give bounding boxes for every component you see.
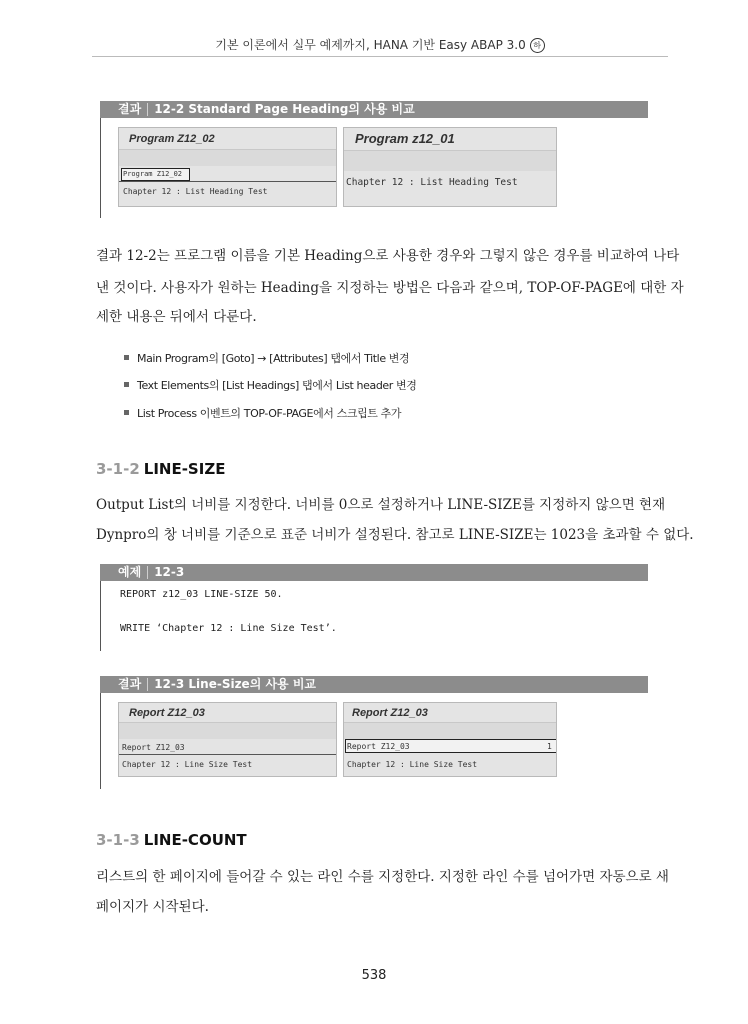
list-heading-text: Report Z12_03	[122, 743, 185, 752]
section-title: LINE-SIZE	[143, 460, 226, 478]
report-z12-03-window-line-size	[343, 702, 557, 777]
paragraph-line: Output List의 너비를 지정한다. 너비를 0으로 설정하거나 LINE-SIZE를 지정하지 않으면 현재	[96, 497, 666, 513]
toolbar-band	[119, 149, 336, 166]
paragraph-line: 낸 것이다. 사용자가 원하는 Heading을 지정하는 방법은 다음과 같으며, TOP-OF-PAGE에 대한 자	[96, 280, 684, 296]
result-12-2-title-bar	[100, 101, 648, 118]
code-line: WRITE ‘Chapter 12 : Line Size Test’.	[120, 623, 337, 634]
list-heading-text: Program Z12_02	[123, 170, 183, 178]
report-z12-03-window-default	[118, 702, 337, 777]
bullet-item	[124, 350, 409, 366]
bullet-text: List Process 이벤트의 TOP-OF-PAGE에서 스크립트 추가	[137, 407, 402, 420]
toolbar-band	[119, 722, 336, 739]
list-line-text: Chapter 12 : List Heading Test	[346, 177, 518, 188]
list-line-text: Chapter 12 : Line Size Test	[122, 760, 253, 769]
example-12-3-title-bar	[100, 564, 648, 581]
running-title: 기본 이론에서 실무 예제까지, HANA 기반 Easy ABAP 3.0	[215, 38, 526, 52]
window-title: Report Z12_03	[352, 707, 428, 719]
example-tag: 예제	[100, 566, 148, 579]
heading-underline	[119, 181, 336, 182]
code-line: REPORT z12_03 LINE-SIZE 50.	[120, 589, 283, 600]
bullet-text: Main Program의 [Goto] → [Attributes] 탭에서 Title 변경	[137, 352, 410, 365]
result-tag: 결과	[100, 678, 148, 691]
page-number: 538	[361, 968, 387, 983]
paragraph-line: Dynpro의 창 너비를 기준으로 표준 너비가 설정된다. 참고로 LINE-SIZE는 1023을 초과할 수 없다.	[96, 527, 694, 543]
list-line-text: Chapter 12 : List Heading Test	[123, 187, 268, 196]
heading-underline	[119, 754, 336, 755]
bullet-icon	[124, 382, 129, 387]
header-rule	[92, 56, 668, 57]
result-12-3-title-bar	[100, 676, 648, 693]
paragraph-line: 페이지가 시작된다.	[96, 899, 209, 915]
bullet-item	[124, 377, 416, 393]
section-title: LINE-COUNT	[143, 831, 247, 849]
window-title: Program Z12_02	[129, 133, 215, 145]
toolbar-band	[344, 722, 556, 739]
example-side-rule	[100, 581, 101, 651]
result-tag: 결과	[100, 103, 148, 116]
running-header	[92, 36, 668, 53]
result-12-2-side-rule	[100, 118, 101, 218]
result-12-3-side-rule	[100, 693, 101, 789]
bullet-icon	[124, 355, 129, 360]
section-heading-line-size	[96, 460, 225, 478]
window-title: Program z12_01	[355, 131, 455, 146]
result-title: 12-2 Standard Page Heading의 사용 비교	[154, 102, 415, 116]
page-number-indicator: 1	[547, 742, 552, 751]
paragraph-line: 리스트의 한 페이지에 들어갈 수 있는 라인 수를 지정한다. 지정한 라인 수를 넘어가면 자동으로 새	[96, 869, 669, 885]
program-z12-01-window	[343, 127, 557, 207]
section-number: 3-1-2	[96, 460, 140, 478]
bullet-text: Text Elements의 [List Headings] 탭에서 List header 변경	[137, 379, 417, 392]
section-number: 3-1-3	[96, 831, 140, 849]
list-heading-text: Report Z12_03	[347, 742, 410, 751]
bullet-icon	[124, 410, 129, 415]
program-z12-02-window	[118, 127, 337, 207]
paragraph-line: 세한 내용은 뒤에서 다룬다.	[96, 309, 257, 325]
paragraph-line: 결과 12-2는 프로그램 이름을 기본 Heading으로 사용한 경우와 그렇지 않은 경우를 비교하여 나타	[96, 248, 680, 264]
result-title: 12-3 Line-Size의 사용 비교	[154, 677, 317, 691]
window-title: Report Z12_03	[129, 707, 205, 719]
section-heading-line-count	[96, 831, 247, 849]
volume-mark: 하	[530, 38, 545, 53]
list-line-text: Chapter 12 : Line Size Test	[347, 760, 478, 769]
toolbar-band	[344, 150, 556, 171]
bullet-item	[124, 405, 401, 421]
example-title: 12-3	[154, 565, 185, 579]
